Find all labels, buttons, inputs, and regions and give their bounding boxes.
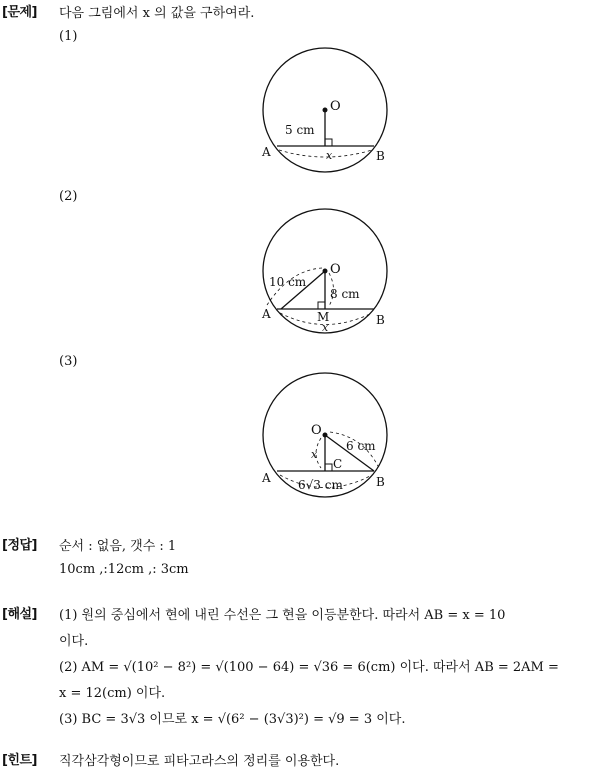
point-a-label-2: A	[262, 307, 271, 321]
answer-line-2: 10cm ,:12cm ,: 3cm	[59, 562, 189, 577]
point-b-label-3: B	[376, 475, 385, 489]
point-a-label-3: A	[262, 471, 271, 485]
solution-line-1: (1) 원의 중심에서 현에 내린 수선은 그 현을 이등분한다. 따라서 AB = x = 10	[59, 608, 506, 623]
point-m-label-2: M	[317, 310, 330, 324]
solution-line-2: 이다.	[59, 634, 89, 649]
center-label-3: O	[311, 423, 322, 438]
center-dot-3	[323, 433, 328, 438]
chord-label-3: 6√3 cm	[298, 478, 343, 492]
answer-label: [정답]	[2, 538, 37, 553]
point-b-label-2: B	[376, 313, 385, 327]
solution-line-3: (2) AM = √(10² − 8²) = √(100 − 64) = √36 = 6(cm) 이다. 따라서 AB = 2AM =	[59, 660, 559, 675]
answer-line-1: 순서 : 없음, 갯수 : 1	[59, 539, 177, 554]
unknown-label-3: x	[311, 448, 318, 461]
solution-line-4: x = 12(cm) 이다.	[59, 686, 166, 701]
unknown-label-1: x	[326, 149, 333, 162]
solution-line-5: (3) BC = 3√3 이므로 x = √(6² − (3√3)²) = √9 = 3 이다.	[59, 712, 406, 727]
problem-text: 다음 그림에서 x 의 값을 구하여라.	[59, 6, 255, 21]
part-2-label: (2)	[59, 189, 78, 204]
height-label-2: 8 cm	[330, 287, 360, 301]
hint-text: 직각삼각형이므로 피타고라스의 정리를 이용한다.	[59, 754, 340, 769]
problem-label: [문제]	[2, 5, 37, 20]
center-label-2: O	[330, 262, 341, 277]
radius-label-2: 10 cm	[269, 275, 307, 289]
part-1-label: (1)	[59, 29, 78, 44]
solution-label: [해설]	[2, 607, 37, 622]
point-a-label-1: A	[262, 145, 271, 159]
radius-label-3: 6 cm	[346, 439, 376, 453]
unknown-label-2: x	[322, 321, 329, 334]
right-angle-mark-3	[325, 464, 332, 471]
point-b-label-1: B	[376, 149, 385, 163]
radius-label-1: 5 cm	[285, 123, 315, 137]
hint-label: [힌트]	[2, 753, 37, 768]
point-c-label-3: C	[333, 457, 343, 471]
part-3-label: (3)	[59, 354, 78, 369]
center-label-1: O	[330, 99, 341, 114]
